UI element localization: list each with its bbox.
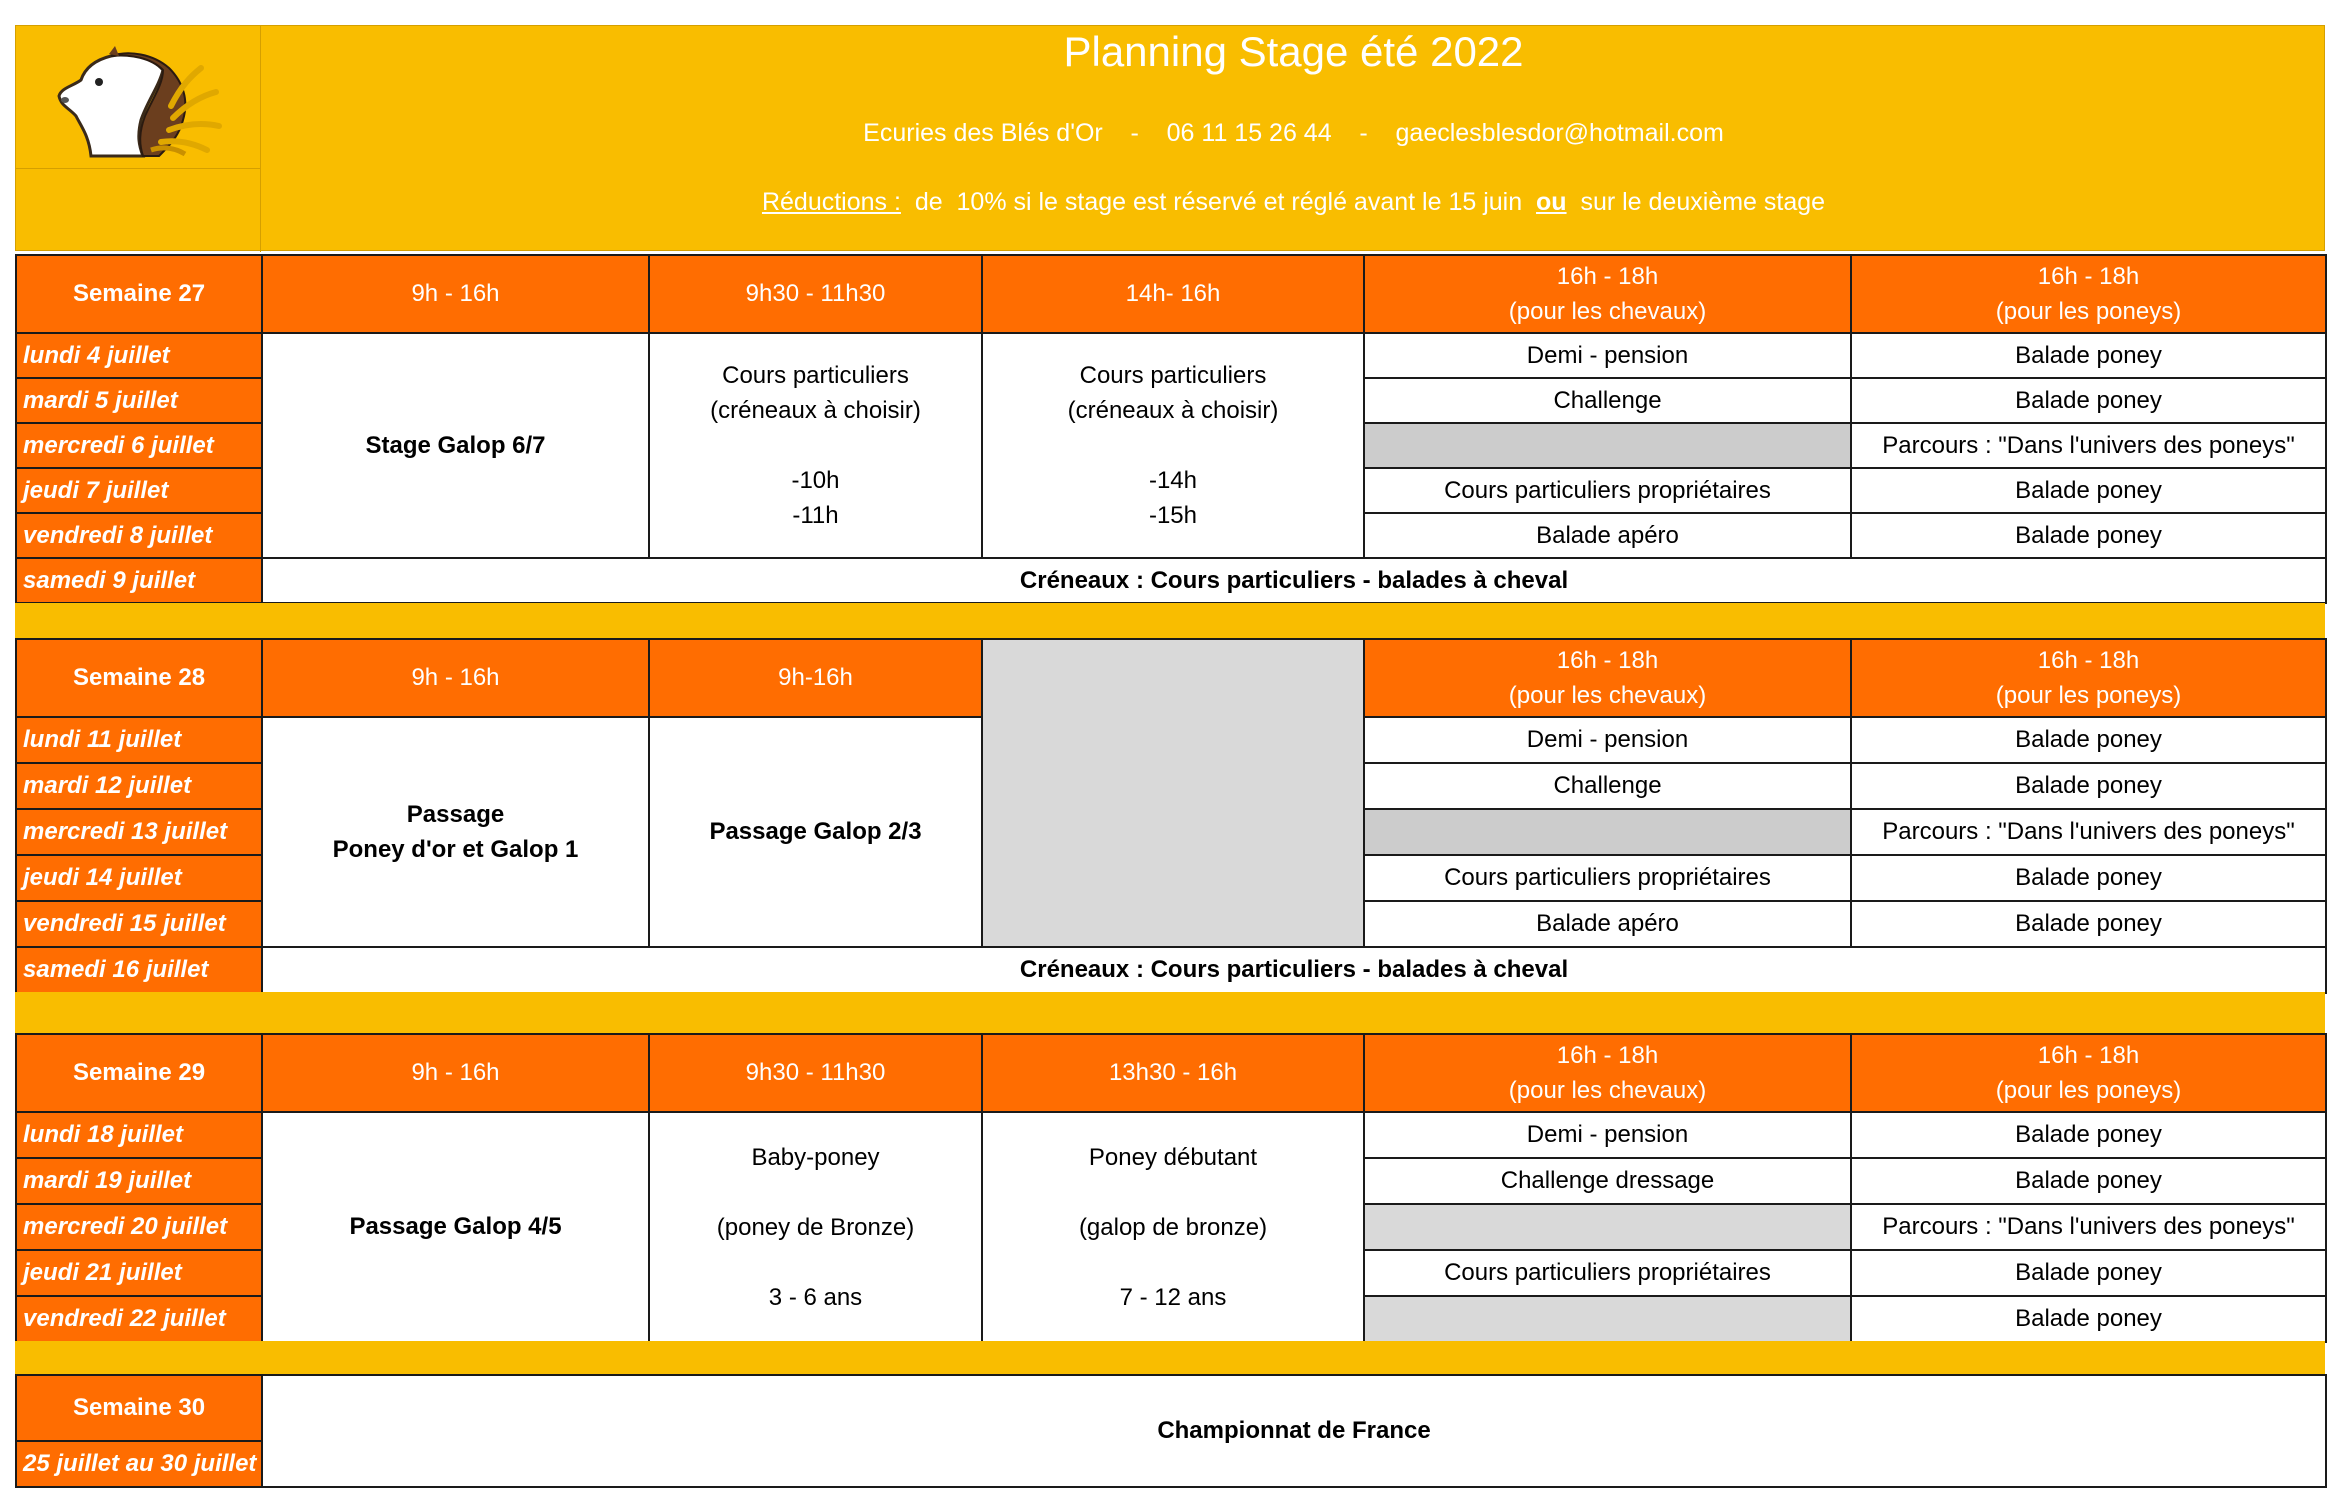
pony-activity: Parcours : "Dans l'univers des poneys"	[1851, 809, 2326, 855]
empty-cell	[1364, 423, 1851, 468]
horses-header: 16h - 18h (pour les chevaux)	[1364, 639, 1851, 717]
pony-activity: Balade poney	[1851, 333, 2326, 378]
week-separator	[15, 603, 2325, 641]
horse-logo-icon	[51, 46, 226, 158]
private-lesson-cell: Cours particuliers (créneaux à choisir) -10h -11h	[649, 333, 982, 558]
horse-activity: Demi - pension	[1364, 333, 1851, 378]
ponies-header: 16h - 18h (pour les poneys)	[1851, 1034, 2326, 1112]
horse-activity: Challenge	[1364, 763, 1851, 809]
time-header: 14h- 16h	[982, 255, 1364, 333]
time-header: 13h30 - 16h	[982, 1034, 1364, 1112]
week-label: Semaine 30	[16, 1375, 262, 1441]
horse-activity: Balade apéro	[1364, 513, 1851, 558]
page-title: Planning Stage été 2022	[1063, 28, 1524, 75]
reduction-text: de 10% si le stage est réservé et réglé avant le 15 juin	[900, 188, 1537, 216]
day-label: vendredi 8 juillet	[16, 513, 262, 558]
pony-activity: Parcours : "Dans l'univers des poneys"	[1851, 423, 2326, 468]
day-label: jeudi 7 juillet	[16, 468, 262, 513]
baby-poney-cell: Baby-poney (poney de Bronze) 3 - 6 ans	[649, 1112, 982, 1342]
day-label: mardi 19 juillet	[16, 1158, 262, 1204]
passage-cell: Passage Galop 2/3	[649, 717, 982, 947]
day-label: samedi 16 juillet	[16, 947, 262, 993]
horse-activity: Balade apéro	[1364, 901, 1851, 947]
day-label: 25 juillet au 30 juillet	[16, 1441, 262, 1487]
horse-activity: Demi - pension	[1364, 1112, 1851, 1158]
pony-activity: Balade poney	[1851, 855, 2326, 901]
pony-activity: Parcours : "Dans l'univers des poneys"	[1851, 1204, 2326, 1250]
beginner-cell: Poney débutant (galop de bronze) 7 - 12 ans	[982, 1112, 1364, 1342]
week-label: Semaine 29	[16, 1034, 262, 1112]
day-label: lundi 11 juillet	[16, 717, 262, 763]
horse-activity: Challenge dressage	[1364, 1158, 1851, 1204]
day-label: vendredi 15 juillet	[16, 901, 262, 947]
pony-activity: Balade poney	[1851, 717, 2326, 763]
reduction-tail: sur le deuxième stage	[1566, 188, 1826, 216]
day-label: mardi 5 juillet	[16, 378, 262, 423]
empty-cell	[1364, 1296, 1851, 1342]
day-label: mercredi 13 juillet	[16, 809, 262, 855]
passage-cell: Passage Poney d'or et Galop 1	[262, 717, 649, 947]
pony-activity: Balade poney	[1851, 763, 2326, 809]
reduction-line	[261, 188, 2326, 217]
day-label: mardi 12 juillet	[16, 763, 262, 809]
saturday-cell: Créneaux : Cours particuliers - balades à cheval	[262, 947, 2326, 993]
empty-cell	[1364, 1204, 1851, 1250]
week-27-table	[15, 254, 2327, 604]
day-label: vendredi 22 juillet	[16, 1296, 262, 1342]
stage-cell: Stage Galop 6/7	[262, 333, 649, 558]
week-separator	[15, 992, 2325, 1037]
horse-activity: Cours particuliers propriétaires	[1364, 855, 1851, 901]
horse-activity: Cours particuliers propriétaires	[1364, 1250, 1851, 1296]
day-label: mercredi 20 juillet	[16, 1204, 262, 1250]
time-header: 9h-16h	[649, 639, 982, 717]
passage-cell: Passage Galop 4/5	[262, 1112, 649, 1342]
empty-block	[982, 639, 1364, 947]
reduction-label: Réductions :	[761, 188, 901, 216]
pony-activity: Balade poney	[1851, 1112, 2326, 1158]
pony-activity: Balade poney	[1851, 513, 2326, 558]
day-label: mercredi 6 juillet	[16, 423, 262, 468]
pony-activity: Balade poney	[1851, 1296, 2326, 1342]
time-header: 9h - 16h	[262, 255, 649, 333]
horses-header: 16h - 18h (pour les chevaux)	[1364, 1034, 1851, 1112]
empty-cell	[1364, 809, 1851, 855]
logo-cell	[16, 26, 261, 169]
week-29-table	[15, 1033, 2327, 1343]
week-28-table	[15, 638, 2327, 994]
day-label: lundi 4 juillet	[16, 333, 262, 378]
horse-activity: Challenge	[1364, 378, 1851, 423]
week-label: Semaine 28	[16, 639, 262, 717]
horses-header: 16h - 18h (pour les chevaux)	[1364, 255, 1851, 333]
ponies-header: 16h - 18h (pour les poneys)	[1851, 255, 2326, 333]
week-30-table	[15, 1374, 2327, 1488]
time-header: 9h30 - 11h30	[649, 1034, 982, 1112]
ponies-header: 16h - 18h (pour les poneys)	[1851, 639, 2326, 717]
pony-activity: Balade poney	[1851, 1250, 2326, 1296]
private-lesson-cell: Cours particuliers (créneaux à choisir) -14h -15h	[982, 333, 1364, 558]
time-header: 9h30 - 11h30	[649, 255, 982, 333]
header-band	[15, 25, 2325, 251]
championship-cell: Championnat de France	[262, 1375, 2326, 1487]
contact-line: Ecuries des Blés d'Or - 06 11 15 26 44 - gaeclesblesdor@hotmail.com	[863, 119, 1724, 147]
pony-activity: Balade poney	[1851, 901, 2326, 947]
reduction-ou: ou	[1536, 188, 1567, 216]
day-label: samedi 9 juillet	[16, 558, 262, 603]
day-label: jeudi 14 juillet	[16, 855, 262, 901]
time-header: 9h - 16h	[262, 1034, 649, 1112]
day-label: lundi 18 juillet	[16, 1112, 262, 1158]
pony-activity: Balade poney	[1851, 378, 2326, 423]
saturday-cell: Créneaux : Cours particuliers - balades à cheval	[262, 558, 2326, 603]
pony-activity: Balade poney	[1851, 468, 2326, 513]
week-label: Semaine 27	[16, 255, 262, 333]
week-separator	[15, 1341, 2325, 1377]
horse-activity: Demi - pension	[1364, 717, 1851, 763]
time-header: 9h - 16h	[262, 639, 649, 717]
day-label: jeudi 21 juillet	[16, 1250, 262, 1296]
horse-activity: Cours particuliers propriétaires	[1364, 468, 1851, 513]
pony-activity: Balade poney	[1851, 1158, 2326, 1204]
logo-spacer	[16, 169, 261, 252]
